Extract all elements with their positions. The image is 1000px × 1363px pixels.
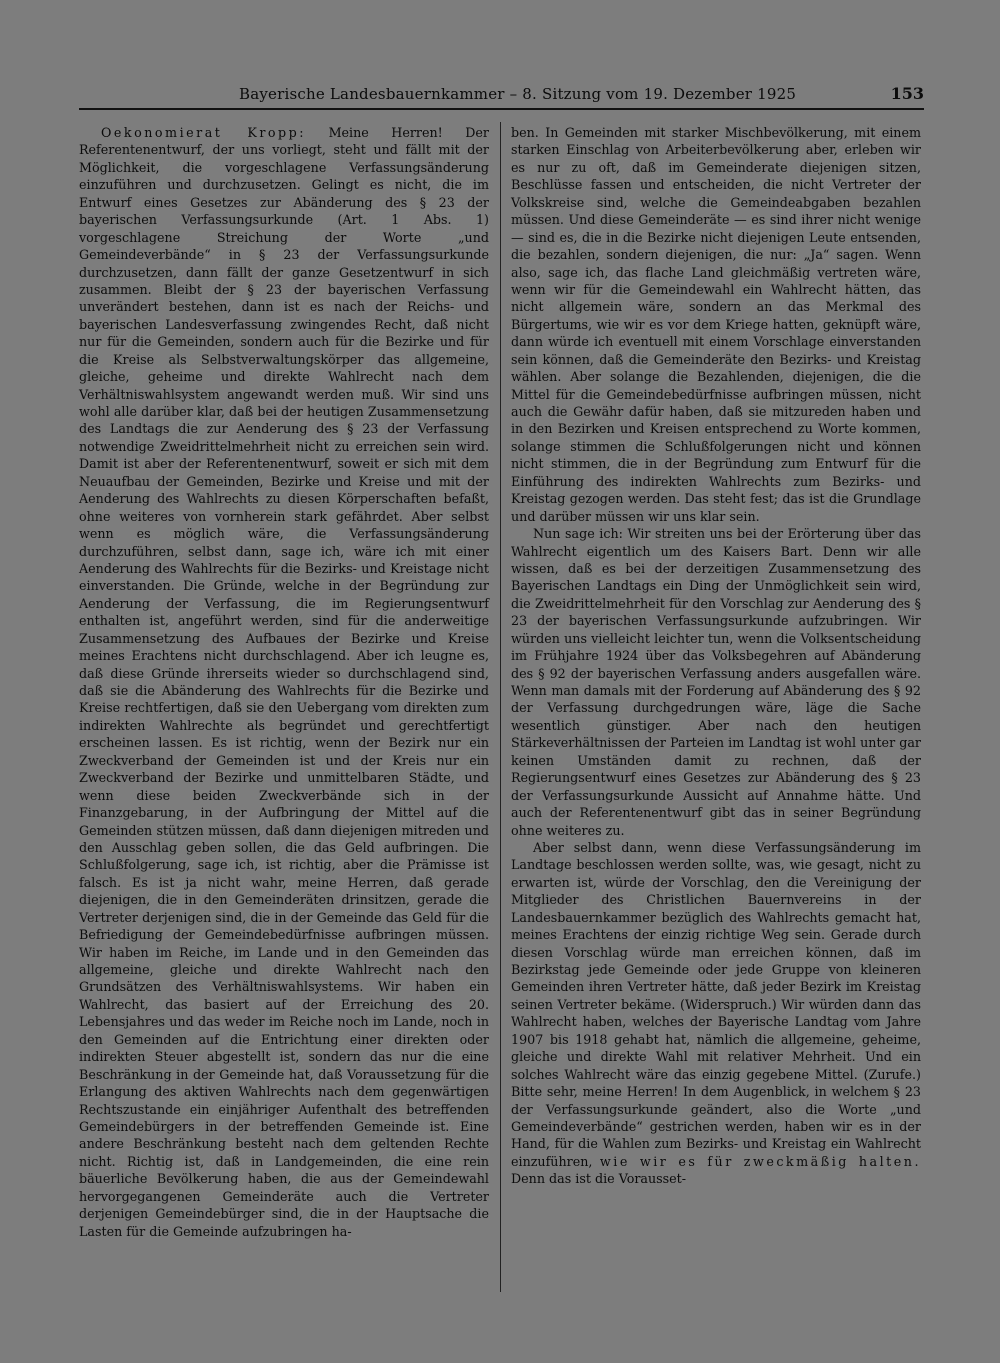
column-divider [500, 122, 501, 1292]
paragraph [511, 839, 921, 1188]
right-column [511, 124, 921, 1188]
speaker-name: Oekonomierat Kropp: [101, 125, 307, 140]
page-number: 153 [890, 84, 924, 103]
paragraph-text: Denn das ist die Vorausset- [511, 1171, 687, 1187]
paragraph-text: Meine Herren! Der Referentenentwurf, der uns vorliegt, steht und fällt mit der Möglichkeit, die vorgeschlagene Verfassungsänderung einzuführen und durchzusetzen. Gelingt es nicht, die im Entwurf eines Gesetzes zur Abänderung des § 23 der bayerischen Verfassungsurkunde (Art. 1 Abs. 1) vorgeschlagene Streichung der Worte „und Gemeindeverbände“ in § 23 der Verfassungsurkunde durchzusetzen, dann fällt der ganze Gesetzentwurf in sich zusammen. Bleibt der § 23 der bayerischen Verfassung unverändert bestehen, dann ist es nach der Reichs- und bayerischen Landesverfassung zwingendes Recht, daß nicht nur für die Gemeinden, sondern auch für die Bezirke und für die Kreise als Selbstverwaltungskörper das allgemeine, gleiche, geheime und direkte Wahlrecht nach dem Verhältniswahlsystem angewandt werden muß. Wir sind uns wohl alle darüber klar, daß bei der heutigen Zusammensetzung des Landtags die zur Aenderung des § 23 der Verfassung notwendige Zweidrittelmehrheit nicht zu erreichen sein wird. Damit ist aber der Referentenentwurf, soweit er sich mit dem Neuaufbau der Gemeinden, Bezirke und Kreise und mit der Aenderung des Wahlrechts zu diesen Körperschaften befaßt, ohne weiteres von vornherein stark gefährdet. Aber selbst wenn es möglich wäre, die Verfassungsänderung durchzuführen, selbst dann, sage ich, wäre ich mit einer Aenderung des Wahlrechts für die Bezirks- und Kreistage nicht einverstanden. Die Gründe, welche in der Begründung zur Aenderung der Verfassung, die im Regierungsentwurf enthalten ist, angeführt werden, sind für die anderweitige Zusammensetzung des Aufbaues der Bezirke und Kreise meines Erachtens nicht durchschlagend. Aber ich leugne es, daß diese Gründe ihrerseits wieder so durchschlagend sind, daß sie die Abänderung des Wahlrechts für die Bezirke und Kreise rechtfertigen, daß sie den Uebergang vom direkten zum indirekten Wahlrechte als begründet und gerechtfertigt erscheinen lassen. Es ist richtig, wenn der Bezirk nur ein Zweckverband der Gemeinden ist und der Kreis nur ein Zweckverband der Bezirke und unmittelbaren Städte, und wenn diese beiden Zweckverbände sich in der Finanzgebarung, in der Aufbringung der Mittel auf die Gemeinden stützen müssen, daß dann diejenigen mitreden und den Ausschlag geben sollen, die das Geld aufbringen. Die Schlußfolgerung, sage ich, ist richtig, aber die Prämisse ist falsch. Es ist ja nicht wahr, meine Herren, daß gerade diejenigen, die in den Gemeinderäten drinsitzen, gerade die Vertreter derjenigen sind, die in der Gemeinde das Geld für die Befriedigung der Gemeindebedürfnisse aufbringen müssen. Wir haben im Reiche, im Lande und in den Gemeinden das allgemeine, gleiche und direkte Wahlrecht nach den Grundsätzen des Verhältniswahlsystems. Wir haben ein Wahlrecht, das basiert auf der Erreichung des 20. Lebensjahres und das weder im Reiche noch im Lande, noch in den Gemeinden auf die Entrichtung einer direkten oder indirekten Steuer abgestellt ist, sondern das nur die eine Beschränkung in der Gemeinde hat, daß Voraussetzung für die Erlangung des aktiven Wahlrechts nach dem gegenwärtigen Rechtszustande ein einjähriger Aufenthalt des betreffenden Gemeindebürgers in der betreffenden Gemeinde ist. Eine andere Beschränkung besteht nach dem geltenden Rechte nicht. Richtig ist, daß in Landgemeinden, die eine rein bäuerliche Bevölkerung haben, die aus der Gemeindewahl hervorgegangenen Gemeinderäte auch die Vertreter derjenigen Gemeindebürger sind, die in der Hauptsache die Lasten für die Gemeinde aufzubringen ha- [79, 125, 489, 1239]
paragraph: Nun sage ich: Wir streiten uns bei der Erörterung über das Wahlrecht eigentlich um des Kaisers Bart. Denn wir alle wissen, daß es bei der derzeitigen Zusammensetzung des Bayerischen Landtags ein Ding der Unmöglichkeit sein wird, die Zweidrittelmehrheit für den Vorschlag zur Aenderung des § 23 der bayerischen Verfassungsurkunde aufzubringen. Wir würden uns vielleicht leichter tun, wenn die Volksentscheidung im Frühjahre 1924 über das Volksbegehren auf Abänderung des § 92 der bayerischen Verfassung anders ausgefallen wäre. Wenn man damals mit der Forderung auf Abänderung des § 92 der Verfassung durchgedrungen wäre, läge die Sache wesentlich günstiger. Aber nach den heutigen Stärkeverhältnissen der Parteien im Landtag ist wohl unter gar keinen Umständen damit zu rechnen, daß der Regierungsentwurf eines Gesetzes zur Abänderung des § 23 der Verfassungsurkunde Aussicht auf Annahme hätte. Und auch der Referentenentwurf gibt das in seiner Begründung ohne weiteres zu. [511, 526, 921, 838]
header-rule [79, 108, 924, 110]
paragraph-text: Aber selbst dann, wenn diese Verfassungsänderung im Landtage beschlossen werden sollte, was, wie gesagt, nicht zu erwarten ist, würde der Vorschlag, den die Vereinigung der Mitglieder des Christlichen Bauernvereins in der Landesbauernkammer bezüglich des Wahlrechts gemacht hat, meines Erachtens der einzig richtige Weg sein. Gerade durch diesen Vorschlag würde man erreichen können, daß im Bezirkstag jede Gemeinde oder jede Gruppe von kleineren Gemeinden ihren Vertreter hätte, daß jeder Bezirk im Kreistag seinen Vertreter bekäme. (Widerspruch.) Wir würden dann das Wahlrecht haben, welches der Bayerische Landtag vom Jahre 1907 bis 1918 gehabt hat, nämlich die allgemeine, geheime, gleiche und direkte Wahl mit relativer Mehrheit. Und ein solches Wahlrecht wäre das einzig gegebene Mittel. (Zurufe.) Bitte sehr, meine Herren! In dem Augenblick, in welchem § 23 der Verfassungsurkunde geändert, also die Worte „und Gemeindeverbände“ gestrichen werden, haben wir es in der Hand, für die Wahlen zum Bezirks- und Kreistag ein Wahlrecht einzuführen, [511, 839, 921, 1169]
running-title: Bayerische Landesbauernkammer – 8. Sitzung vom 19. Dezember 1925 [239, 85, 797, 103]
left-column [79, 124, 489, 1240]
page-header [79, 84, 924, 108]
paragraph: ben. In Gemeinden mit starker Mischbevölkerung, mit einem starken Einschlag von Arbeiterbevölkerung aber, erleben wir es nur zu oft, daß im Gemeinderate diejenigen sitzen, Beschlüsse fassen und entscheiden, die nicht Vertreter der Volkskreise sind, welche die Gemeindeabgaben bezahlen müssen. Und diese Gemeinderäte — es sind ihrer nicht wenige — sind es, die in die Bezirke nicht diejenigen Leute entsenden, die bezahlen, sondern diejenigen, die nur: „Ja“ sagen. Wenn also, sage ich, das flache Land gleichmäßig vertreten wäre, wenn wir für die Gemeindewahl ein Wahlrecht hätten, das nicht allgemein wäre, sondern an das Merkmal des Bürgertums, wie wir es vor dem Kriege hatten, geknüpft wäre, dann würde ich eventuell mit einem Vorschlage einverstanden sein können, daß die Gemeinderäte den Bezirks- und Kreistag wählen. Aber solange die Bezahlenden, diejenigen, die die Mittel für die Gemeindebedürfnisse aufbringen müssen, nicht auch die Gewähr dafür haben, daß sie mitzureden haben und in den Bezirken und Kreisen entsprechend zu Worte kommen, solange stimmen die Schlußfolgerungen nicht und können nicht stimmen, die in der Begründung zum Entwurf für die Einführung des indirekten Wahlrechts zum Bezirks- und Kreistag gezogen werden. Das steht fest; das ist die Grundlage und darüber müssen wir uns klar sein. [511, 125, 921, 524]
paragraph [79, 124, 489, 1240]
spaced-emphasis: wie wir es für zweckmäßig halten. [599, 1153, 921, 1169]
